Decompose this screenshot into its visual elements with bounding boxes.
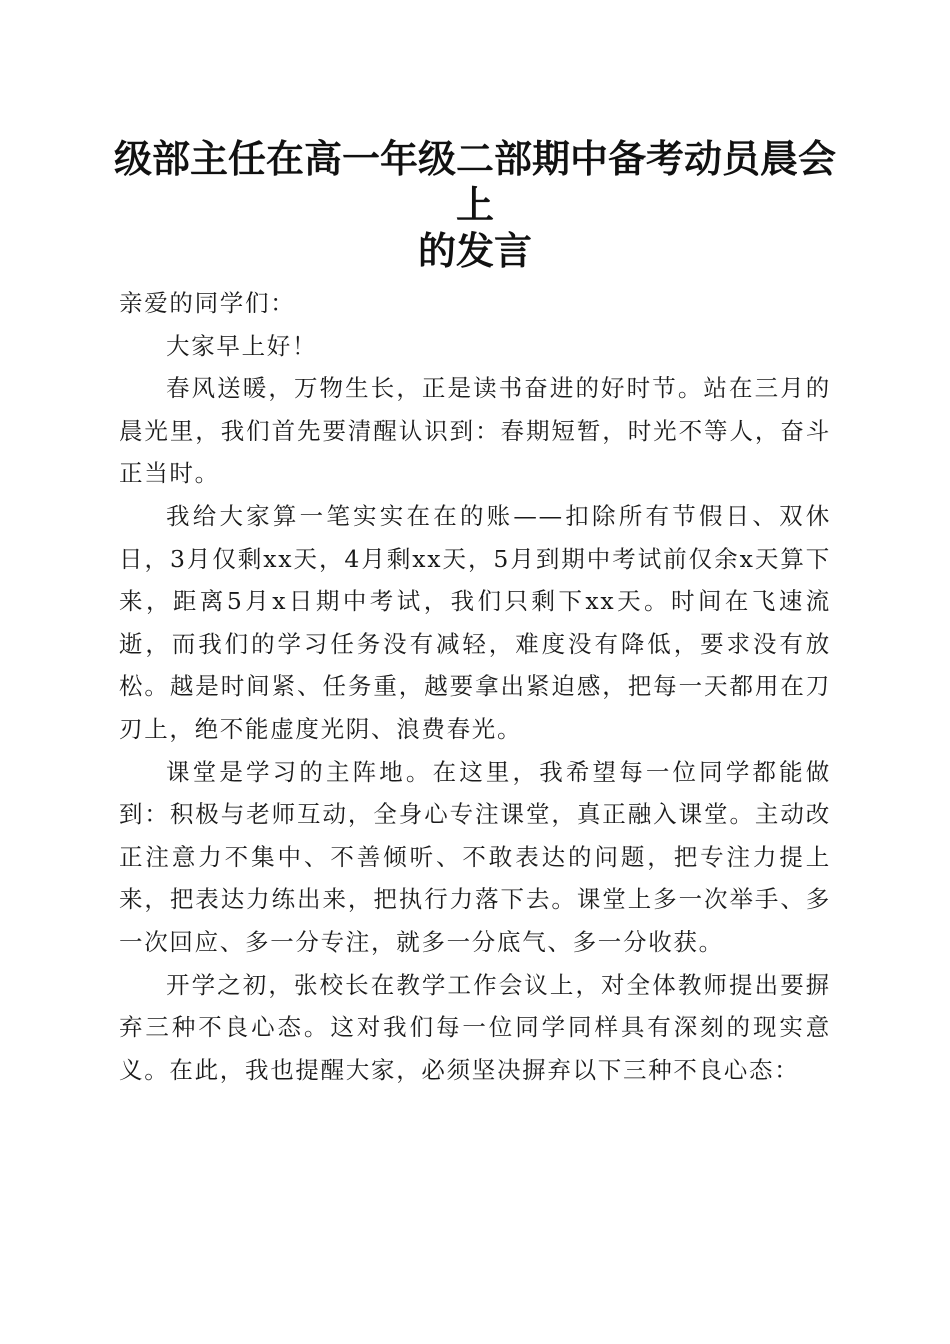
title-line-1: 级部主任在高一年级二部期中备考动员晨会上 <box>113 136 836 227</box>
paragraph: 开学之初，张校长在教学工作会议上，对全体教师提出要摒弃三种不良心态。这对我们每一位同学同样具有深刻的现实意义。在此，我也提醒大家，必须坚决摒弃以下三种不良心态： <box>119 970 831 1084</box>
paragraph: 我给大家算一笔实实在在的账——扣除所有节假日、双休日，3月仅剩xx天，4月剩xx天，5月到期中考试前仅余x天算下来，距离5月x日期中考试，我们只剩下xx天。时间在飞速流逝，而我们的学习任务没有减轻，难度没有降低，要求没有放松。越是时间紧、任务重，越要拿出紧迫感，把每一天都用在刀刃上，绝不能虚度光阴、浪费春光。 <box>119 501 831 743</box>
paragraph-greeting: 大家早上好！ <box>166 331 318 360</box>
title-line-2: 的发言 <box>417 228 532 273</box>
salutation: 亲爱的同学们： <box>119 289 296 317</box>
document-title <box>100 136 850 274</box>
document-body <box>119 282 831 1091</box>
paragraph: 课堂是学习的主阵地。在这里，我希望每一位同学都能做到：积极与老师互动，全身心专注课堂，真正融入课堂。主动改正注意力不集中、不善倾听、不敢表达的问题，把专注力提上来，把表达力练出来，把执行力落下去。课堂上多一次举手、多一次回应、多一分专注，就多一分底气、多一分收获。 <box>119 757 831 956</box>
paragraph: 春风送暖，万物生长，正是读书奋进的好时节。站在三月的晨光里，我们首先要清醒认识到：春期短暂，时光不等人，奋斗正当时。 <box>119 374 831 488</box>
